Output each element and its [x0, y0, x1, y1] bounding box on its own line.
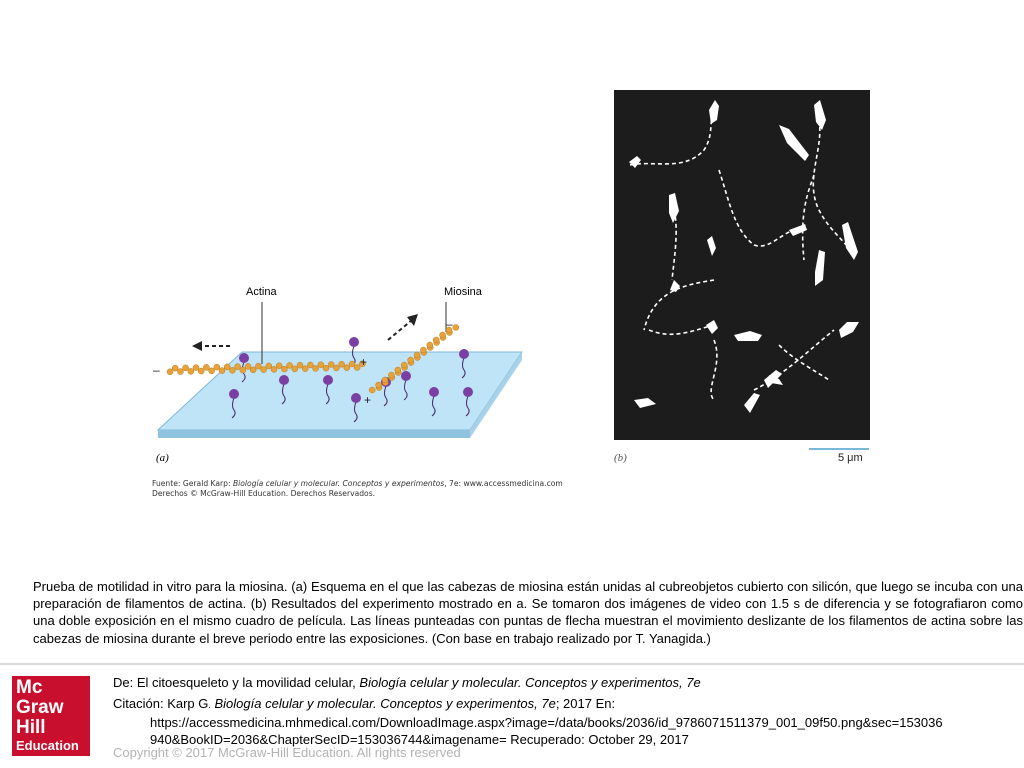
myosin-head	[239, 353, 249, 363]
micrograph-image	[614, 90, 870, 440]
logo-line-graw: Graw	[16, 697, 64, 718]
actin-monomer	[183, 365, 189, 371]
logo-line-education: Education	[16, 738, 79, 753]
actin-monomer	[255, 363, 261, 369]
scale-bar-label: 5 μm	[838, 452, 863, 464]
mcgraw-hill-logo	[12, 676, 90, 756]
actin-monomer	[188, 368, 194, 374]
scale-bar	[809, 448, 869, 450]
minus-sign-right: –	[446, 317, 453, 331]
actin-monomer	[203, 364, 209, 370]
actin-monomer	[401, 362, 407, 368]
actin-monomer	[250, 367, 256, 373]
source-prefix: Fuente: Gerald Karp:	[152, 479, 233, 488]
actin-monomer	[245, 363, 251, 369]
figure-caption: Prueba de motilidad in vitro para la miosina. (a) Esquema en el que las cabezas de miosina están unidas al cubreobjetos cubierto con silicón, que luego se incuba con una preparación de filamentos de actina. (b) Resultados del experimento mostrado en a. Se tomaron dos imágenes de video con 1.5 s de diferencia y se fotografiaron como una doble exposición en el mismo cuadro de película. Las líneas punteadas con puntas de flecha muestran el movimiento deslizante de los filamentos de actina sobre las cabezas de miosina durante el breve periodo entre las exposiciones. (Con base en trabajo realizado por T. Yanagida.)	[33, 579, 1023, 646]
actin-monomer	[349, 361, 355, 367]
panel-b-letter: (b)	[614, 452, 627, 464]
actin-monomer	[224, 364, 230, 370]
actin-monomer	[307, 362, 313, 368]
myosin-head	[459, 349, 469, 359]
left-motion-arrow	[192, 341, 230, 351]
actin-monomer	[297, 362, 303, 368]
actin-monomer	[433, 337, 439, 343]
actin-monomer	[287, 362, 293, 368]
myosin-head	[463, 387, 473, 397]
logo-line-hill: Hill	[16, 717, 46, 738]
actin-monomer	[214, 364, 220, 370]
footer-divider	[0, 663, 1024, 665]
source-suffix: , 7e: www.accessmedicina.com	[444, 479, 563, 488]
myosin-head	[349, 337, 359, 347]
actin-monomer	[318, 362, 324, 368]
actin-monomer	[172, 365, 178, 371]
actin-monomer	[198, 368, 204, 374]
myosin-head	[229, 389, 239, 399]
myosin-head	[351, 393, 361, 403]
panel-a-letter: (a)	[156, 452, 169, 464]
actin-monomer	[376, 382, 382, 388]
citation-book: Biología celular y molecular. Conceptos y experimentos, 7e	[210, 696, 556, 711]
plus-sign-right: +	[364, 393, 372, 407]
myosin-head	[279, 375, 289, 385]
source-rights: Derechos © McGraw-Hill Education. Derechos Reservados.	[152, 489, 376, 498]
actin-monomer	[414, 352, 420, 358]
actin-monomer	[266, 363, 272, 369]
actin-monomer	[209, 368, 215, 374]
copyright-notice: Copyright © 2017 McGraw-Hill Education. All rights reserved	[113, 745, 461, 760]
actin-monomer	[240, 367, 246, 373]
myosin-assay-diagram	[150, 280, 530, 465]
diagonal-motion-arrow	[388, 314, 418, 340]
actin-monomer	[219, 368, 225, 374]
citation-url-2: 940&BookID=2036&ChapterSecID=153036744&imagename= Recuperado: October 29, 2017	[150, 732, 689, 747]
label-actina: Actina	[246, 286, 277, 298]
actin-monomer	[281, 366, 287, 372]
actin-monomer	[261, 367, 267, 373]
figure-panel-b-micrograph	[614, 90, 870, 440]
label-miosina: Miosina	[444, 286, 482, 298]
figure-panel-a	[150, 280, 530, 465]
citation-url-1[interactable]: https://accessmedicina.mhmedical.com/DownloadImage.aspx?image=/data/books/2036/id_9786071511379_001_09f50.png&sec=153036	[150, 715, 943, 730]
source-book: Biología celular y molecular. Conceptos y experimentos	[232, 479, 445, 488]
actin-monomer	[453, 325, 459, 331]
actin-monomer	[167, 369, 173, 375]
citation-from-book: Biología celular y molecular. Conceptos y experimentos, 7e	[359, 675, 701, 690]
actin-monomer	[344, 365, 350, 371]
minus-sign-left: –	[153, 363, 160, 377]
plus-sign-center: +	[360, 355, 368, 369]
actin-monomer	[328, 361, 334, 367]
filament-images	[629, 100, 859, 413]
actin-monomer	[323, 365, 329, 371]
actin-monomer	[440, 332, 446, 338]
actin-monomer	[427, 342, 433, 348]
actin-monomer	[420, 347, 426, 353]
logo-line-mc: Mc	[16, 677, 43, 698]
myosin-head	[323, 375, 333, 385]
actin-monomer	[271, 366, 277, 372]
actin-monomer	[339, 361, 345, 367]
myosin-head	[401, 371, 411, 381]
actin-monomer	[313, 365, 319, 371]
citation-from: De: El citoesqueleto y la movilidad celular, Biología celular y molecular. Conceptos y experimentos, 7e	[113, 675, 701, 690]
actin-monomer	[292, 366, 298, 372]
figure-source-note	[152, 479, 632, 499]
coverslip-edge	[158, 430, 470, 438]
actin-monomer	[408, 357, 414, 363]
actin-monomer	[276, 363, 282, 369]
myosin-head	[429, 387, 439, 397]
actin-monomer	[235, 364, 241, 370]
actin-monomer	[177, 369, 183, 375]
actin-monomer	[388, 372, 394, 378]
actin-monomer	[193, 365, 199, 371]
actin-monomer	[229, 367, 235, 373]
citation-block	[113, 674, 1018, 748]
actin-monomer	[302, 366, 308, 372]
actin-monomer	[382, 377, 388, 383]
actin-monomer	[333, 365, 339, 371]
citation-line: Citación: Karp G. Biología celular y molecular. Conceptos y experimentos, 7e; 2017 En:	[113, 696, 616, 711]
actin-monomer	[395, 367, 401, 373]
